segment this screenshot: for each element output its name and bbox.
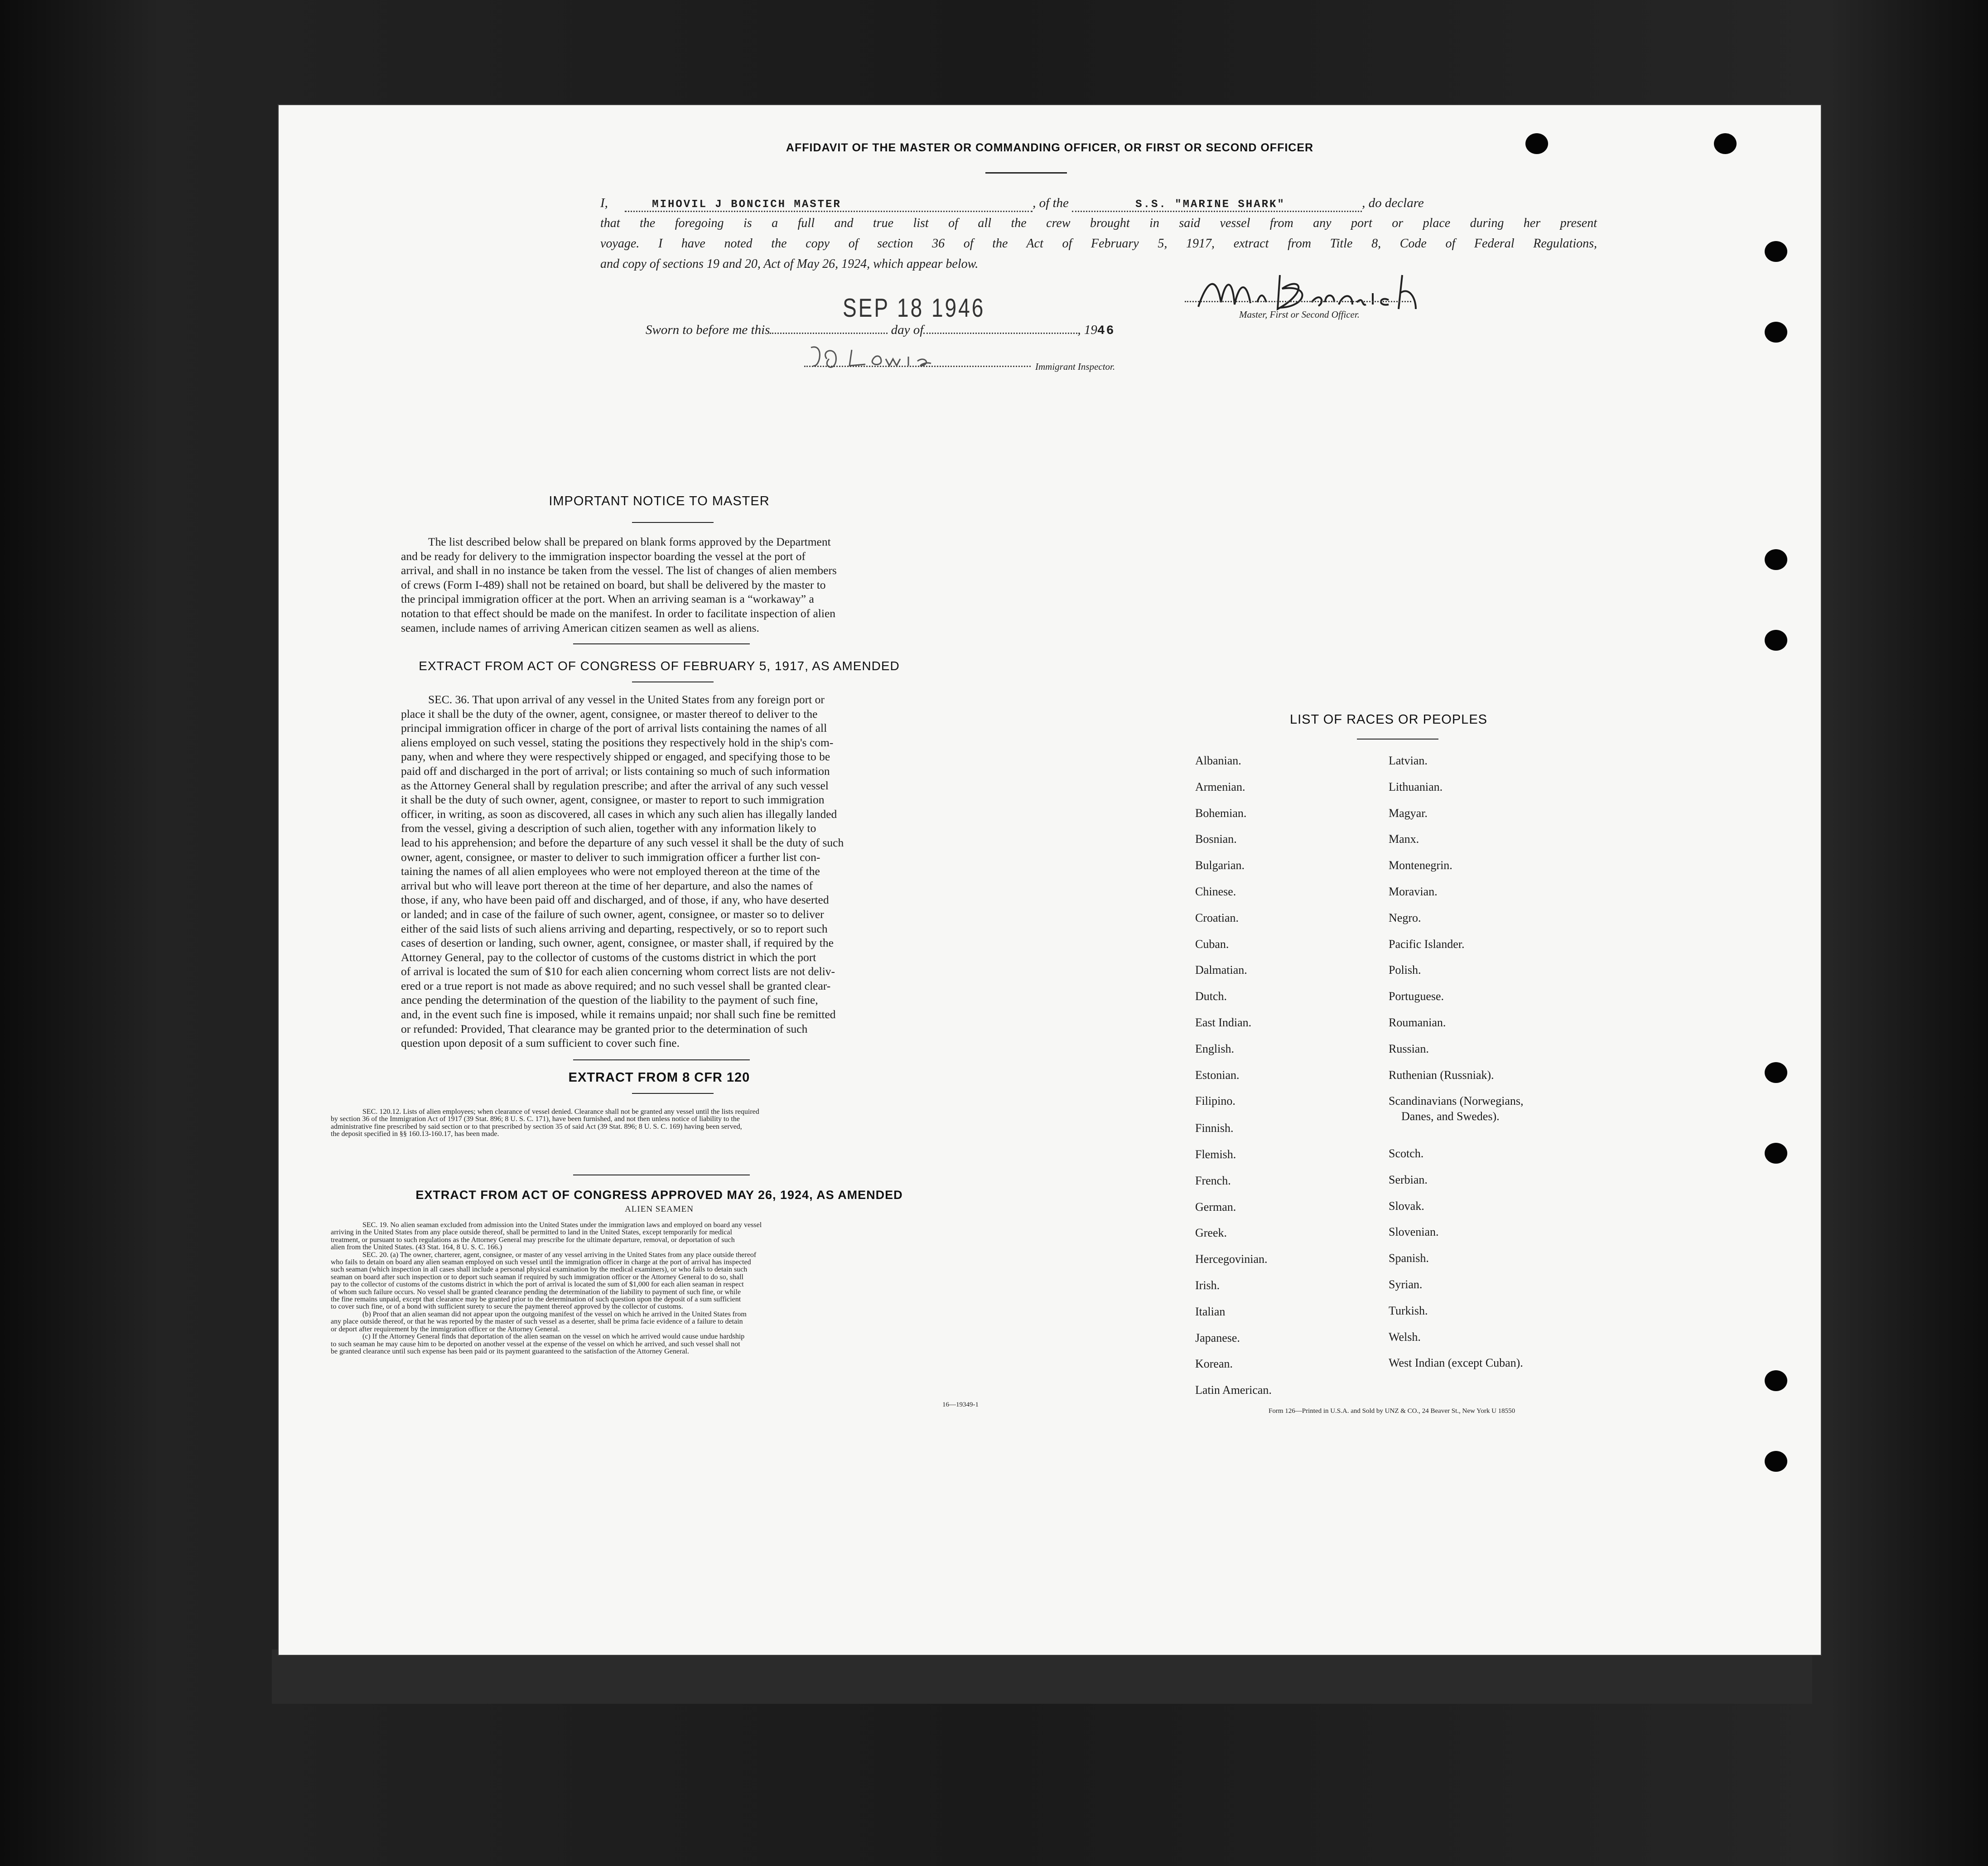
- cfr-line: administrative fine prescribed by said section or to that prescribed by section 35 of said Act (39 Stat. 896; 8 U. S. C. 169) having been served,: [331, 1122, 742, 1131]
- vessel-name-field: [1072, 196, 1362, 212]
- race-item: Roumanian.: [1389, 1016, 1446, 1029]
- race-item: Slovak.: [1389, 1199, 1424, 1213]
- race-item: Scotch.: [1389, 1147, 1424, 1160]
- extract-1924-line: pay to the collector of customs of the customs district in which the port of arrival is located the sum of $1,000 for each alien seaman in respect: [331, 1281, 744, 1289]
- race-item: Bosnian.: [1195, 832, 1237, 846]
- race-item: Dutch.: [1195, 990, 1227, 1003]
- race-item: Scandinavians (Norwegians,: [1389, 1094, 1524, 1108]
- punch-hole-icon: [1765, 1451, 1787, 1472]
- race-item: Portuguese.: [1389, 990, 1444, 1003]
- race-item: Negro.: [1389, 911, 1421, 924]
- extract-1924-line: to such seaman he may cause him to be deported on another vessel at the expense of the vessel on which he arrived, and such vessel shall not: [331, 1340, 740, 1348]
- inspector-signature-line: [804, 366, 1031, 367]
- extract-1917-line: ered or a true report is not made as above required; and no such vessel shall be granted clear-: [401, 979, 831, 992]
- race-item: Lithuanian.: [1389, 780, 1443, 793]
- extract-1924-line: the fine remains unpaid, except that clearance may be granted prior to the determination of such question upon the deposit of a sum sufficient: [331, 1296, 741, 1304]
- race-item: Flemish.: [1195, 1148, 1236, 1161]
- race-item: Moravian.: [1389, 885, 1438, 898]
- race-item: Pacific Islander.: [1389, 937, 1465, 951]
- race-item: Dalmatian.: [1195, 963, 1247, 977]
- do-declare-label: , do declare: [1362, 196, 1424, 210]
- extract-1917-line: of arrival is located the sum of $10 for each alien concerning whom correct lists are not deliv-: [401, 965, 835, 978]
- race-item: Irish.: [1195, 1279, 1220, 1292]
- extract-1917-line: lead to his apprehension; and before the departure of any such vessel it shall be the duty of such: [401, 836, 844, 849]
- extract-1917-line: ance pending the determination of the question of the liability to the payment of such fine,: [401, 993, 818, 1007]
- race-item: Chinese.: [1195, 885, 1236, 898]
- extract-1917-title: EXTRACT FROM ACT OF CONGRESS OF FEBRUARY 5, 1917, AS AMENDED: [419, 659, 900, 673]
- notice-line: seamen, include names of arriving American citizen seamen as well as aliens.: [401, 621, 759, 634]
- vessel-name-value: S.S. "MARINE SHARK": [1135, 198, 1285, 211]
- cfr-text: [331, 1108, 988, 1138]
- extract-1924-subtitle: ALIEN SEAMEN: [625, 1204, 694, 1214]
- scan-shadow: [272, 1649, 1812, 1704]
- race-item: Magyar.: [1389, 806, 1428, 820]
- extract-1917-line: either of the said lists of such aliens arriving and departing, respectively, or so to report such: [401, 922, 828, 935]
- extract-1924-line: any place outside thereof, or that he was reported by the master of such vessel as a deserter, shall be prima facie evidence of a failure to detain: [331, 1318, 743, 1326]
- section-divider: [573, 643, 750, 644]
- extract-1924-line: to cover such fine, or of a bond with sufficient surety to secure the payment thereof approved by the collector of customs.: [331, 1303, 683, 1311]
- race-item: Montenegrin.: [1389, 859, 1452, 872]
- extract-1917-line: Attorney General, pay to the collector of customs of the customs district in which the port: [401, 950, 816, 964]
- race-item: French.: [1195, 1174, 1231, 1187]
- extract-1917-line: owner, agent, consignee, or master to deliver to such immigration officer a further list con-: [401, 850, 820, 864]
- race-item: Latvian.: [1389, 754, 1428, 767]
- day-field: [770, 333, 888, 334]
- extract-1924-line: treatment, or pursuant to such regulations as the Attorney General may prescribe for the ultimate departure, removal, or deportation of such: [331, 1236, 735, 1244]
- notice-line: of crews (Form I-489) shall not be retained on board, but shall be delivered by the master to: [401, 578, 826, 591]
- master-caption: Master, First or Second Officer.: [1239, 309, 1360, 320]
- year-value: 46: [1097, 324, 1115, 338]
- race-item: Ruthenian (Russniak).: [1389, 1068, 1494, 1082]
- extract-1917-line: as the Attorney General shall by regulation prescribe; and after the arrival of any such vessel: [401, 778, 829, 792]
- extract-1924-line: alien from the United States. (43 Stat. 164, 8 U. S. C. 166.): [331, 1243, 502, 1252]
- race-item: German.: [1195, 1200, 1236, 1213]
- race-item: Croatian.: [1195, 911, 1239, 924]
- race-item: Korean.: [1195, 1357, 1233, 1371]
- extract-1917-line: aliens employed on such vessel, stating the positions they respectively hold in the ship's com-: [401, 735, 834, 749]
- extract-1924-line: SEC. 19. No alien seaman excluded from admission into the United States under the immigration laws and employed on board any vessel: [362, 1221, 762, 1229]
- cfr-divider: [632, 1093, 714, 1094]
- extract-1924-line: such seaman (which inspection in all cases shall include a personal physical examination by the medical examiners), or who fails to detain such: [331, 1266, 748, 1274]
- race-item: Russian.: [1389, 1042, 1429, 1055]
- extract-1924-title: EXTRACT FROM ACT OF CONGRESS APPROVED MAY 26, 1924, AS AMENDED: [415, 1188, 903, 1202]
- notice-text: [401, 535, 917, 635]
- affidavit-line2: that the foregoing is a full and true list of all the crew brought in said vessel from any port or place during her present: [600, 216, 1597, 230]
- affidavit-line1: [600, 196, 1597, 212]
- race-item: Greek.: [1195, 1226, 1227, 1240]
- race-item: Albanian.: [1195, 754, 1241, 767]
- form-code: 16—19349-1: [942, 1401, 979, 1408]
- affidavit-line4: and copy of sections 19 and 20, Act of May 26, 1924, which appear below.: [600, 257, 979, 271]
- notice-line: and be ready for delivery to the immigration inspector boarding the vessel at the port of: [401, 549, 806, 563]
- section-divider: [573, 1059, 750, 1060]
- extract-1924-line: seaman on board after such inspection or to deport such seaman if required by such immigration officer or the Attorney General to do so, shall: [331, 1273, 743, 1281]
- punch-hole-icon: [1765, 1370, 1787, 1391]
- of-the-label: , of the: [1033, 196, 1069, 210]
- extract-1924-line: be granted clearance until such expense has been paid or its payment guaranteed to the satisfaction of the Attorney General.: [331, 1347, 689, 1355]
- extract-1924-line: of whom such failure occurs. No vessel shall be granted clearance pending the determination of the liability to payment of such fine, or while: [331, 1288, 741, 1296]
- punch-hole-icon: [1765, 1143, 1787, 1164]
- cfr-line: the deposit specified in §§ 160.13-160.17, has been made.: [331, 1130, 499, 1138]
- race-item: Slovenian.: [1389, 1225, 1439, 1239]
- extract-1917-line: officer, in writing, as soon as discovered, all cases in which any such alien has illegally landed: [401, 807, 837, 821]
- extract-1924-text: [331, 1222, 988, 1355]
- extract-1924-line: (b) Proof that an alien seaman did not appear upon the outgoing manifest of the vessel on which he arrived in the United States from: [362, 1310, 747, 1318]
- race-item: Polish.: [1389, 963, 1421, 977]
- extract-1917-line: place it shall be the duty of the owner, agent, consignee, or master thereof to deliver to the: [401, 707, 818, 720]
- extract-1917-line: taining the names of all alien employees who were not employed thereon at the time of the: [401, 865, 820, 878]
- races-title: LIST OF RACES OR PEOPLES: [1289, 712, 1488, 727]
- master-name-field: [625, 196, 1033, 212]
- extract-1924-line: or deport after requirement by the immigration officer or the Attorney General.: [331, 1325, 560, 1333]
- master-signature-line: [1185, 301, 1411, 302]
- title-divider: [985, 172, 1067, 174]
- notice-title: IMPORTANT NOTICE TO MASTER: [549, 494, 770, 508]
- race-item: Turkish.: [1389, 1304, 1428, 1317]
- sworn-line: [646, 323, 1115, 338]
- affidavit-line3: voyage. I have noted the copy of section 36 of the Act of February 5, 1917, extract from Title 8, Code of Federal Regulations,: [600, 237, 1597, 251]
- master-name-value: MIHOVIL J BONCICH MASTER: [652, 198, 841, 211]
- race-item: Syrian.: [1389, 1278, 1423, 1291]
- cfr-title: EXTRACT FROM 8 CFR 120: [568, 1070, 750, 1085]
- punch-hole-icon: [1765, 1062, 1787, 1083]
- race-item: Hercegovinian.: [1195, 1252, 1268, 1266]
- inspector-signature: [806, 341, 951, 372]
- affidavit-title: AFFIDAVIT OF THE MASTER OR COMMANDING OFFICER, OR FIRST OR SECOND OFFICER: [786, 141, 1314, 154]
- printer-imprint: Form 126—Printed in U.S.A. and Sold by UNZ & CO., 24 Beaver St., New York U 18550: [1269, 1407, 1515, 1415]
- day-of-label: day of: [891, 323, 924, 337]
- sworn-label: Sworn to before me this: [646, 323, 770, 337]
- extract-1917-line: question upon deposit of a sum sufficient to cover such fine.: [401, 1036, 680, 1050]
- extract-1917-line: it shall be the duty of such owner, agent, consignee, or master to report to such immigration: [401, 793, 825, 807]
- race-item: West Indian (except Cuban).: [1389, 1356, 1523, 1370]
- extract-1917-line: from the vessel, giving a description of such alien, together with any information likely to: [401, 822, 816, 835]
- extract-1917-line: or landed; and in case of the failure of such owner, agent, consignee, or master so to deliver: [401, 907, 824, 921]
- extract-1924-line: arriving in the United States from any place outside thereof, shall be permitted to land in the United States, except temporarily for medical: [331, 1228, 732, 1237]
- extract-1924-line: (c) If the Attorney General finds that deportation of the alien seaman on the vessel on which he arrived would cause undue hardship: [362, 1333, 745, 1341]
- race-item: Italian: [1195, 1305, 1226, 1318]
- extract-1917-line: those, if any, who have been paid off and discharged, and of those, if any, who have deserted: [401, 893, 829, 907]
- extract-1917-line: SEC. 36. That upon arrival of any vessel in the United States from any foreign port or: [428, 693, 825, 706]
- date-stamp: SEP 18 1946: [843, 293, 985, 323]
- race-item: Armenian.: [1195, 780, 1245, 793]
- race-item: East Indian.: [1195, 1016, 1252, 1029]
- extract-1917-text: [401, 692, 917, 1050]
- punch-hole-icon: [1765, 630, 1787, 651]
- race-item: Finnish.: [1195, 1122, 1234, 1135]
- inspector-caption: Immigrant Inspector.: [1035, 361, 1115, 372]
- notice-line: notation to that effect should be made on the manifest. In order to facilitate inspection of alien: [401, 606, 836, 620]
- race-item: Manx.: [1389, 832, 1419, 846]
- notice-line: arrival, and shall in no instance be taken from the vessel. The list of changes of alien members: [401, 564, 837, 577]
- punch-hole-icon: [1765, 322, 1787, 343]
- race-item: Serbian.: [1389, 1173, 1428, 1186]
- race-item: Spanish.: [1389, 1252, 1429, 1265]
- race-item: Filipino.: [1195, 1094, 1235, 1108]
- i-label: I,: [600, 196, 608, 210]
- extract-1924-line: SEC. 20. (a) The owner, charterer, agent, consignee, or master of any vessel arriving in the United States from any place outside thereof: [362, 1251, 757, 1259]
- notice-line: the principal immigration officer at the port. When an arriving seaman is a “workaway” a: [401, 592, 814, 606]
- extract-1917-line: principal immigration officer in charge of the port of arrival lists containing the names of all: [401, 721, 827, 735]
- races-divider: [1357, 739, 1438, 740]
- race-item: Latin American.: [1195, 1383, 1272, 1397]
- extract-1924-line: who fails to detain on board any alien seaman employed on such vessel until the immigration officer in charge at the port of arrival has inspected: [331, 1258, 751, 1267]
- race-item: Bulgarian.: [1195, 859, 1245, 872]
- race-item: Estonian.: [1195, 1068, 1240, 1082]
- punch-hole-icon: [1765, 549, 1787, 570]
- race-item: Japanese.: [1195, 1331, 1240, 1344]
- extract-1917-line: and, in the event such fine is imposed, while it remains unpaid; nor shall such fine be remitted: [401, 1008, 836, 1021]
- extract-1917-line: arrival but who will leave port thereon at the time of her departure, and also the names of: [401, 879, 813, 892]
- punch-hole-icon: [1765, 241, 1787, 262]
- year-prefix: , 19: [1077, 323, 1097, 337]
- document-page: [279, 105, 1821, 1655]
- cfr-line: by section 36 of the Immigration Act of 1917 (39 Stat. 896; 8 U. S. C. 171), have been furnished, and not then unless notice of liability to the: [331, 1115, 740, 1123]
- extract-1917-line: paid off and discharged in the port of arrival; or lists containing so much of such information: [401, 764, 830, 778]
- extract-1917-line: cases of desertion or landing, such owner, agent, consignee, or master shall, if required by the: [401, 936, 834, 950]
- cfr-line: SEC. 120.12. Lists of alien employees; when clearance of vessel denied. Clearance shall not be granted any vessel until the lists required: [362, 1108, 759, 1116]
- race-item: Bohemian.: [1195, 806, 1247, 820]
- extract-1917-line: pany, when and where they were respectively shipped or engaged, and specifying those to be: [401, 750, 830, 764]
- race-item: Cuban.: [1195, 937, 1229, 951]
- race-item: Danes, and Swedes).: [1401, 1110, 1500, 1123]
- extract-1917-line: or refunded: Provided, That clearance may be granted prior to the determination of such: [401, 1022, 808, 1035]
- notice-line: The list described below shall be prepared on blank forms approved by the Department: [428, 535, 831, 548]
- race-item: English.: [1195, 1042, 1234, 1055]
- race-item: Welsh.: [1389, 1330, 1421, 1344]
- notice-divider: [632, 522, 714, 523]
- month-field: [923, 333, 1077, 334]
